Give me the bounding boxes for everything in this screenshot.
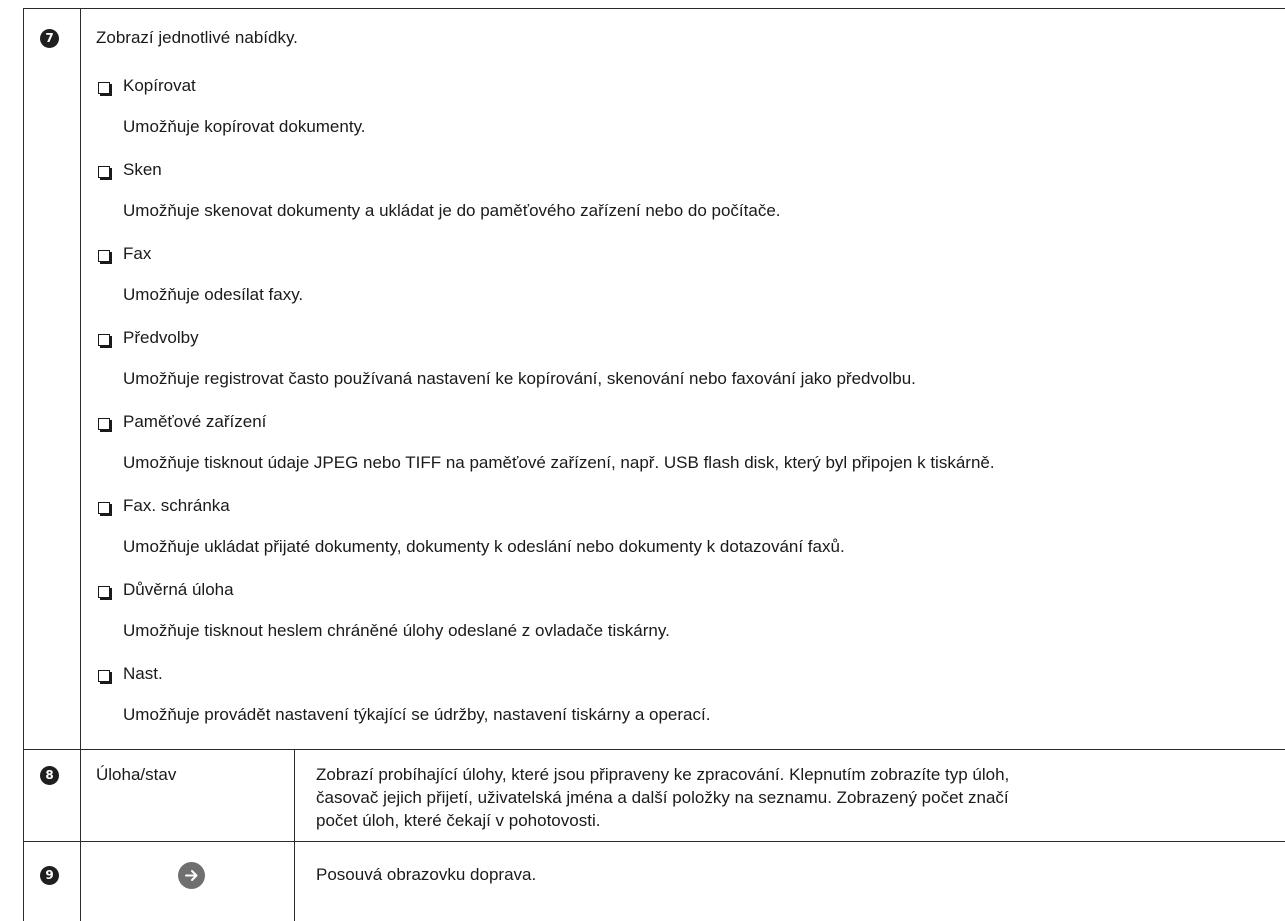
checkbox-icon bbox=[98, 250, 110, 262]
row-name: Úloha/stav bbox=[96, 765, 177, 784]
row-intro-text: Zobrazí jednotlivé nabídky. bbox=[96, 28, 298, 47]
menu-item-description: Umožňuje provádět nastavení týkající se údržby, nastavení tiskárny a operací. bbox=[123, 705, 711, 724]
menu-item-label: Sken bbox=[123, 160, 162, 179]
column-divider bbox=[80, 9, 81, 921]
menu-item-label: Fax. schránka bbox=[123, 496, 230, 515]
checkbox-icon bbox=[98, 670, 110, 682]
column-divider bbox=[294, 749, 295, 921]
menu-item-description: Umožňuje registrovat často používaná nastavení ke kopírování, skenování nebo faxování jako předvolbu. bbox=[123, 369, 916, 388]
menu-item-description: Umožňuje skenovat dokumenty a ukládat je do paměťového zařízení nebo do počítače. bbox=[123, 201, 781, 220]
menu-item-label: Důvěrná úloha bbox=[123, 580, 234, 599]
row-description-line: časovač jejich přijetí, uživatelská jména a další položky na seznamu. Zobrazený počet značí bbox=[316, 788, 1009, 807]
row-number-badge: 8 bbox=[40, 766, 59, 785]
checkbox-icon bbox=[98, 334, 110, 346]
checkbox-icon bbox=[98, 586, 110, 598]
row-description-line: počet úloh, které čekají v pohotovosti. bbox=[316, 811, 601, 830]
menu-item-description: Umožňuje ukládat přijaté dokumenty, dokumenty k odeslání nebo dokumenty k dotazování faxů. bbox=[123, 537, 845, 556]
row-number-badge: 7 bbox=[40, 29, 59, 48]
menu-item-description: Umožňuje tisknout údaje JPEG nebo TIFF na paměťové zařízení, např. USB flash disk, který byl připojen k tiskárně. bbox=[123, 453, 995, 472]
row-number-badge: 9 bbox=[40, 866, 59, 885]
arrow-right-icon bbox=[178, 862, 205, 889]
checkbox-icon bbox=[98, 82, 110, 94]
checkbox-icon bbox=[98, 166, 110, 178]
menu-item-label: Fax bbox=[123, 244, 152, 263]
row-divider bbox=[24, 841, 1285, 842]
menu-item-description: Umožňuje odesílat faxy. bbox=[123, 285, 304, 304]
menu-item-description: Umožňuje tisknout heslem chráněné úlohy odeslané z ovladače tiskárny. bbox=[123, 621, 670, 640]
checkbox-icon bbox=[98, 418, 110, 430]
row-divider bbox=[24, 749, 1285, 750]
row-description-line: Zobrazí probíhající úlohy, které jsou připraveny ke zpracování. Klepnutím zobrazíte typ úloh, bbox=[316, 765, 1010, 784]
menu-item-label: Nast. bbox=[123, 664, 163, 683]
menu-item-label: Předvolby bbox=[123, 328, 199, 347]
menu-item-label: Kopírovat bbox=[123, 76, 196, 95]
row-description: Posouvá obrazovku doprava. bbox=[316, 865, 537, 884]
menu-item-label: Paměťové zařízení bbox=[123, 412, 267, 431]
menu-item-description: Umožňuje kopírovat dokumenty. bbox=[123, 117, 366, 136]
checkbox-icon bbox=[98, 502, 110, 514]
